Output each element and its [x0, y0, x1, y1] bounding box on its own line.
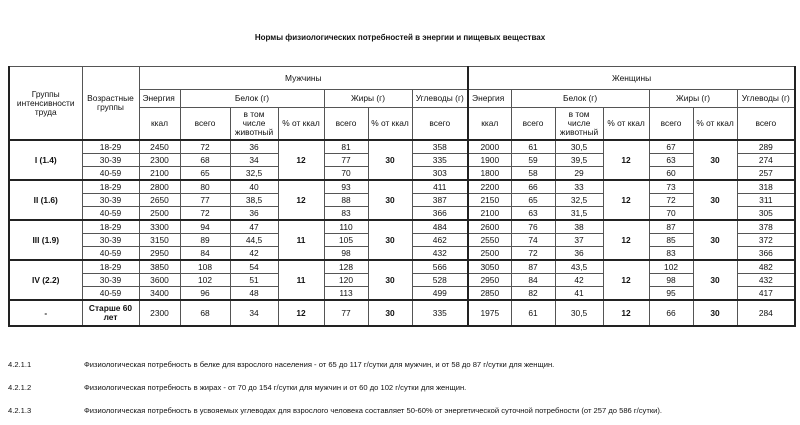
header-women: Женщины — [468, 67, 795, 90]
men-carbs: 335 — [412, 154, 468, 167]
men-protein-animal: 32,5 — [230, 167, 278, 181]
men-protein-total: 72 — [180, 207, 230, 221]
header-men-fat-pct: % от ккал — [368, 108, 412, 141]
men-protein-animal: 40 — [230, 180, 278, 194]
women-fat-total: 83 — [649, 247, 693, 261]
women-protein-total: 66 — [511, 180, 555, 194]
men-energy: 3600 — [139, 274, 180, 287]
group-label: IV (2.2) — [9, 260, 82, 300]
women-protein-animal: 32,5 — [555, 194, 603, 207]
women-fat-total: 67 — [649, 140, 693, 154]
men-energy: 3300 — [139, 220, 180, 234]
men-fat-total: 88 — [324, 194, 368, 207]
men-fat-total: 83 — [324, 207, 368, 221]
age-cell: 30-39 — [82, 234, 139, 247]
men-fat-pct: 30 — [368, 180, 412, 220]
men-carbs: 462 — [412, 234, 468, 247]
header-women-fat-total: всего — [649, 108, 693, 141]
note-text: Физиологическая потребность в жирах - от 70 до 154 г/сутки для мужчин и от 60 до 102 г/сутки для женщин. — [84, 383, 467, 392]
men-protein-pct: 12 — [278, 140, 324, 180]
men-carbs: 387 — [412, 194, 468, 207]
header-men-protein-total: всего — [180, 108, 230, 141]
men-protein-total-senior: 68 — [180, 300, 230, 326]
women-protein-total: 65 — [511, 194, 555, 207]
group-label-senior: - — [9, 300, 82, 326]
men-protein-total: 89 — [180, 234, 230, 247]
men-energy: 2450 — [139, 140, 180, 154]
table-row-senior — [9, 300, 795, 326]
women-fat-total-senior: 66 — [649, 300, 693, 326]
age-cell: 40-59 — [82, 167, 139, 181]
women-protein-pct: 12 — [603, 220, 649, 260]
men-protein-total: 65 — [180, 167, 230, 181]
men-fat-total: 128 — [324, 260, 368, 274]
women-protein-total: 72 — [511, 247, 555, 261]
women-energy-senior: 1975 — [468, 300, 511, 326]
women-fat-total: 70 — [649, 207, 693, 221]
men-energy: 2650 — [139, 194, 180, 207]
women-carbs-senior: 284 — [737, 300, 795, 326]
women-protein-animal: 33 — [555, 180, 603, 194]
page-title: Нормы физиологических потребностей в энергии и пищевых веществах — [254, 33, 546, 42]
women-fat-pct: 30 — [693, 140, 737, 180]
women-fat-total: 102 — [649, 260, 693, 274]
men-energy-senior: 2300 — [139, 300, 180, 326]
women-protein-animal: 29 — [555, 167, 603, 181]
women-energy: 3050 — [468, 260, 511, 274]
men-protein-animal: 34 — [230, 154, 278, 167]
men-protein-total: 72 — [180, 140, 230, 154]
header-men-carbs: Углеводы (г) — [412, 90, 468, 108]
header-women-carbs: Углеводы (г) — [737, 90, 795, 108]
women-fat-total: 63 — [649, 154, 693, 167]
women-energy: 2200 — [468, 180, 511, 194]
table-row — [9, 140, 795, 154]
header-women-fat-pct: % от ккал — [693, 108, 737, 141]
women-energy: 2100 — [468, 207, 511, 221]
men-protein-total: 68 — [180, 154, 230, 167]
header-women-carbs-total: всего — [737, 108, 795, 141]
men-energy: 2500 — [139, 207, 180, 221]
men-fat-total: 77 — [324, 154, 368, 167]
women-protein-total: 82 — [511, 287, 555, 301]
note-text: Физиологическая потребность в белке для взрослого населения - от 65 до 117 г/сутки для мужчин, и от 58 до 87 г/сутки для женщин. — [84, 360, 555, 369]
women-fat-total: 85 — [649, 234, 693, 247]
men-carbs: 484 — [412, 220, 468, 234]
men-fat-total: 113 — [324, 287, 368, 301]
women-protein-total: 61 — [511, 140, 555, 154]
women-protein-total: 76 — [511, 220, 555, 234]
group-label: II (1.6) — [9, 180, 82, 220]
group-label: III (1.9) — [9, 220, 82, 260]
women-fat-total: 60 — [649, 167, 693, 181]
header-men-protein-animal: в том числе животный — [230, 108, 278, 141]
header-women-protein-animal: в том числе животный — [555, 108, 603, 141]
note-number: 4.2.1.2 — [8, 383, 32, 392]
women-carbs: 305 — [737, 207, 795, 221]
men-protein-pct: 11 — [278, 220, 324, 260]
men-carbs: 303 — [412, 167, 468, 181]
women-energy: 1900 — [468, 154, 511, 167]
women-energy: 1800 — [468, 167, 511, 181]
men-carbs: 358 — [412, 140, 468, 154]
age-cell: 30-39 — [82, 274, 139, 287]
header-women-kcal: ккал — [468, 108, 511, 141]
header-women-energy: Энергия — [468, 90, 511, 108]
women-protein-pct-senior: 12 — [603, 300, 649, 326]
women-protein-animal: 39,5 — [555, 154, 603, 167]
age-cell: 30-39 — [82, 154, 139, 167]
women-carbs: 274 — [737, 154, 795, 167]
women-fat-pct: 30 — [693, 220, 737, 260]
men-energy: 2100 — [139, 167, 180, 181]
women-carbs: 289 — [737, 140, 795, 154]
header-women-protein-pct: % от ккал — [603, 108, 649, 141]
men-protein-animal: 38,5 — [230, 194, 278, 207]
women-fat-pct: 30 — [693, 180, 737, 220]
men-fat-pct: 30 — [368, 220, 412, 260]
women-protein-animal: 38 — [555, 220, 603, 234]
women-fat-total: 72 — [649, 194, 693, 207]
header-men-carbs-total: всего — [412, 108, 468, 141]
men-protein-pct: 12 — [278, 180, 324, 220]
men-fat-total: 110 — [324, 220, 368, 234]
men-protein-total: 94 — [180, 220, 230, 234]
men-energy: 2950 — [139, 247, 180, 261]
header-men-energy: Энергия — [139, 90, 180, 108]
men-energy: 2800 — [139, 180, 180, 194]
header-women-protein-total: всего — [511, 108, 555, 141]
men-carbs: 566 — [412, 260, 468, 274]
women-carbs: 318 — [737, 180, 795, 194]
age-cell: 40-59 — [82, 287, 139, 301]
men-protein-animal: 36 — [230, 140, 278, 154]
women-carbs: 311 — [737, 194, 795, 207]
men-protein-animal: 42 — [230, 247, 278, 261]
women-protein-animal-senior: 30,5 — [555, 300, 603, 326]
women-energy: 2950 — [468, 274, 511, 287]
women-protein-pct: 12 — [603, 140, 649, 180]
women-energy: 2150 — [468, 194, 511, 207]
women-protein-total-senior: 61 — [511, 300, 555, 326]
men-protein-animal: 51 — [230, 274, 278, 287]
men-carbs: 432 — [412, 247, 468, 261]
women-protein-animal: 37 — [555, 234, 603, 247]
men-protein-total: 96 — [180, 287, 230, 301]
age-cell: 40-59 — [82, 247, 139, 261]
women-protein-animal: 31,5 — [555, 207, 603, 221]
age-cell: 18-29 — [82, 260, 139, 274]
men-carbs: 528 — [412, 274, 468, 287]
header-men-protein: Белок (г) — [180, 90, 324, 108]
women-carbs: 366 — [737, 247, 795, 261]
men-carbs: 499 — [412, 287, 468, 301]
header-age: Возрастные группы — [82, 67, 139, 141]
age-cell: 18-29 — [82, 220, 139, 234]
women-protein-total: 87 — [511, 260, 555, 274]
men-fat-total: 70 — [324, 167, 368, 181]
men-carbs-senior: 335 — [412, 300, 468, 326]
women-fat-pct-senior: 30 — [693, 300, 737, 326]
men-protein-animal: 47 — [230, 220, 278, 234]
men-carbs: 366 — [412, 207, 468, 221]
men-energy: 3150 — [139, 234, 180, 247]
group-label: I (1.4) — [9, 140, 82, 180]
age-cell: 40-59 — [82, 207, 139, 221]
men-fat-total: 120 — [324, 274, 368, 287]
women-protein-animal: 30,5 — [555, 140, 603, 154]
men-fat-total: 81 — [324, 140, 368, 154]
women-fat-total: 95 — [649, 287, 693, 301]
women-protein-animal: 36 — [555, 247, 603, 261]
header-men-fat-total: всего — [324, 108, 368, 141]
women-protein-total: 58 — [511, 167, 555, 181]
women-carbs: 417 — [737, 287, 795, 301]
men-fat-pct-senior: 30 — [368, 300, 412, 326]
women-energy: 2850 — [468, 287, 511, 301]
women-protein-total: 59 — [511, 154, 555, 167]
men-protein-total: 108 — [180, 260, 230, 274]
men-fat-pct: 30 — [368, 260, 412, 300]
women-protein-pct: 12 — [603, 180, 649, 220]
women-carbs: 372 — [737, 234, 795, 247]
note-number: 4.2.1.3 — [8, 406, 32, 415]
men-protein-total: 84 — [180, 247, 230, 261]
age-cell-senior: Старше 60 лет — [82, 300, 139, 326]
nutrition-norms-table — [8, 66, 796, 327]
header-men-kcal: ккал — [139, 108, 180, 141]
age-cell: 18-29 — [82, 180, 139, 194]
header-men-protein-pct: % от ккал — [278, 108, 324, 141]
men-protein-pct: 11 — [278, 260, 324, 300]
header-men: Мужчины — [139, 67, 468, 90]
men-energy: 3400 — [139, 287, 180, 301]
men-protein-pct-senior: 12 — [278, 300, 324, 326]
men-carbs: 411 — [412, 180, 468, 194]
women-energy: 2500 — [468, 247, 511, 261]
header-women-fat: Жиры (г) — [649, 90, 737, 108]
men-protein-animal: 36 — [230, 207, 278, 221]
women-protein-total: 84 — [511, 274, 555, 287]
women-protein-animal: 43,5 — [555, 260, 603, 274]
women-fat-total: 73 — [649, 180, 693, 194]
women-protein-pct: 12 — [603, 260, 649, 300]
men-fat-total: 105 — [324, 234, 368, 247]
men-fat-total-senior: 77 — [324, 300, 368, 326]
men-protein-total: 80 — [180, 180, 230, 194]
note-text: Физиологическая потребность в усвояемых углеводах для взрослого человека составляет 50-60% от энергетической суточной потребности (от 257 до 586 г/сутки). — [84, 406, 663, 415]
men-protein-animal-senior: 34 — [230, 300, 278, 326]
men-energy: 3850 — [139, 260, 180, 274]
men-energy: 2300 — [139, 154, 180, 167]
men-protein-total: 102 — [180, 274, 230, 287]
men-protein-animal: 54 — [230, 260, 278, 274]
men-protein-total: 77 — [180, 194, 230, 207]
women-protein-animal: 41 — [555, 287, 603, 301]
women-carbs: 482 — [737, 260, 795, 274]
women-fat-total: 98 — [649, 274, 693, 287]
men-fat-total: 93 — [324, 180, 368, 194]
women-carbs: 378 — [737, 220, 795, 234]
women-energy: 2600 — [468, 220, 511, 234]
note-number: 4.2.1.1 — [8, 360, 32, 369]
table-row — [9, 180, 795, 194]
women-energy: 2000 — [468, 140, 511, 154]
women-energy: 2550 — [468, 234, 511, 247]
men-fat-total: 98 — [324, 247, 368, 261]
header-men-fat: Жиры (г) — [324, 90, 412, 108]
women-carbs: 432 — [737, 274, 795, 287]
table-row — [9, 220, 795, 234]
women-fat-total: 87 — [649, 220, 693, 234]
men-protein-animal: 48 — [230, 287, 278, 301]
women-protein-total: 74 — [511, 234, 555, 247]
age-cell: 30-39 — [82, 194, 139, 207]
age-cell: 18-29 — [82, 140, 139, 154]
women-protein-total: 63 — [511, 207, 555, 221]
header-groups: Группы интенсивности труда — [9, 67, 82, 141]
table-row — [9, 260, 795, 274]
header-women-protein: Белок (г) — [511, 90, 649, 108]
women-carbs: 257 — [737, 167, 795, 181]
men-protein-animal: 44,5 — [230, 234, 278, 247]
men-fat-pct: 30 — [368, 140, 412, 180]
women-fat-pct: 30 — [693, 260, 737, 300]
women-protein-animal: 42 — [555, 274, 603, 287]
